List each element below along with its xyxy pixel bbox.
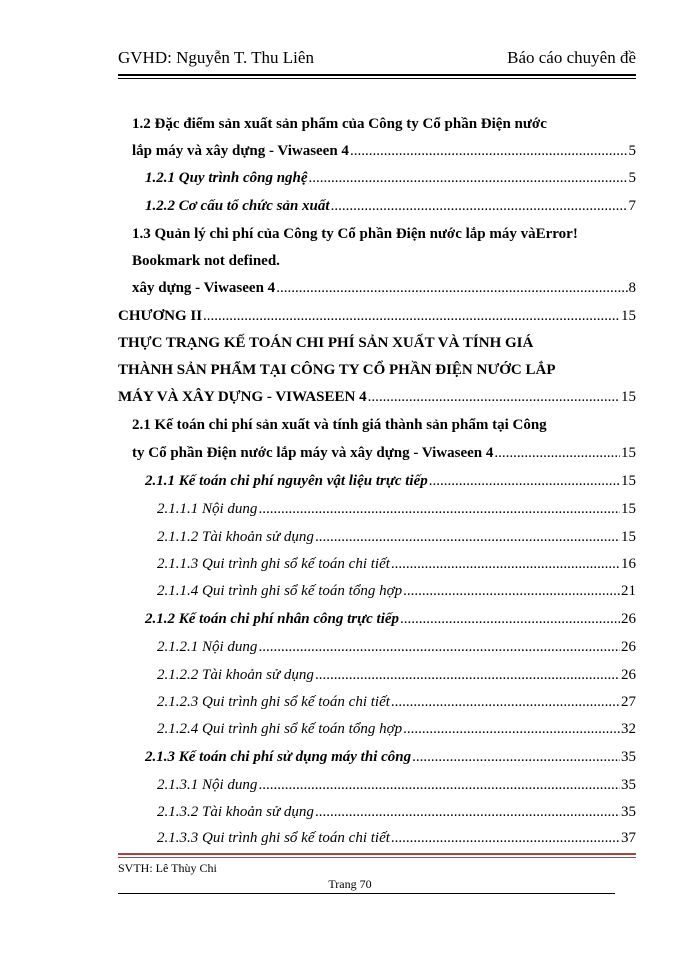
toc-entry[interactable] bbox=[157, 800, 636, 824]
toc-page-number: 27 bbox=[621, 694, 636, 710]
toc-leader bbox=[309, 166, 628, 190]
toc-page-number: 15 bbox=[621, 445, 636, 461]
toc-entry-title: ty Cổ phần Điện nước lắp máy và xây dựng - Viwaseen 4 bbox=[132, 445, 494, 461]
footer-bottom-rule bbox=[118, 893, 615, 894]
toc-leader bbox=[429, 469, 620, 493]
toc-entry[interactable] bbox=[157, 663, 636, 687]
toc-page-number: 15 bbox=[621, 308, 636, 324]
toc-entry-title: 1.2 Đặc điểm sản xuất sản phẩm của Công ty Cổ phần Điện nước bbox=[132, 116, 547, 132]
toc-leader bbox=[391, 826, 620, 850]
toc-entry-title: 2.1.1.2 Tài khoản sử dụng bbox=[157, 529, 314, 545]
toc-entry-title: 2.1.2.4 Qui trình ghi sổ kế toán tổng hợp bbox=[157, 721, 403, 737]
toc-page-number: 15 bbox=[621, 389, 636, 405]
toc-page-number: 35 bbox=[621, 749, 636, 765]
toc-entry[interactable] bbox=[157, 552, 636, 576]
toc-leader bbox=[315, 800, 620, 824]
toc-entry[interactable] bbox=[145, 166, 636, 190]
toc-page-number: 5 bbox=[628, 170, 636, 186]
toc-page-number: 37 bbox=[621, 830, 636, 846]
toc-leader bbox=[368, 385, 620, 409]
toc-entry[interactable] bbox=[132, 413, 636, 437]
footer-rule bbox=[118, 853, 636, 855]
toc-page-number: 15 bbox=[621, 529, 636, 545]
toc-entry-title: MÁY VÀ XÂY DỰNG - VIWASEEN 4 bbox=[118, 389, 367, 405]
toc-entry[interactable] bbox=[157, 826, 636, 850]
toc-leader bbox=[403, 717, 620, 741]
toc-entry[interactable] bbox=[145, 607, 636, 631]
toc-entry-title: Bookmark not defined. bbox=[132, 253, 280, 269]
toc-page-number: 7 bbox=[628, 198, 636, 214]
toc-page-number: 26 bbox=[621, 611, 636, 627]
toc-entry[interactable] bbox=[132, 112, 636, 136]
toc-leader bbox=[331, 194, 628, 218]
toc-page-number: 15 bbox=[621, 501, 636, 517]
toc-page-number: 35 bbox=[621, 777, 636, 793]
toc-leader bbox=[350, 139, 628, 163]
toc-entry-title: 2.1.1 Kế toán chi phí nguyên vật liệu trực tiếp bbox=[145, 473, 428, 489]
toc-leader bbox=[276, 276, 627, 300]
toc-entry[interactable] bbox=[157, 635, 636, 659]
toc-page-number: 26 bbox=[621, 667, 636, 683]
toc-leader bbox=[391, 690, 620, 714]
toc-entry[interactable] bbox=[132, 222, 636, 246]
toc-entry[interactable] bbox=[118, 331, 636, 355]
toc-entry-title: 1.2.1 Quy trình công nghệ bbox=[145, 170, 308, 186]
toc-entry[interactable] bbox=[145, 469, 636, 493]
toc-entry-title: 2.1.3 Kế toán chi phí sử dụng máy thi công bbox=[145, 749, 412, 765]
toc-entry[interactable] bbox=[132, 441, 636, 465]
toc-entry-title: 2.1.1.3 Qui trình ghi sổ kế toán chi tiết bbox=[157, 556, 390, 572]
toc-entry[interactable] bbox=[118, 358, 636, 382]
toc-entry[interactable] bbox=[157, 525, 636, 549]
toc-page-number: 5 bbox=[628, 143, 636, 159]
toc-entry[interactable] bbox=[132, 249, 636, 273]
toc-leader bbox=[203, 304, 620, 328]
toc-page-number: 16 bbox=[621, 556, 636, 572]
toc-entry-title: lắp máy và xây dựng - Viwaseen 4 bbox=[132, 143, 349, 159]
footer-author: SVTH: Lê Thùy Chi bbox=[118, 861, 217, 875]
toc-leader bbox=[403, 579, 620, 603]
toc-entry-title: CHƯƠNG II bbox=[118, 308, 203, 324]
toc-entry[interactable] bbox=[145, 194, 636, 218]
toc-page-number: 15 bbox=[621, 473, 636, 489]
toc-entry[interactable] bbox=[132, 276, 636, 300]
toc-entry-title: 1.3 Quản lý chi phí của Công ty Cổ phần Điện nước lắp máy vàError! bbox=[132, 226, 578, 242]
toc-leader bbox=[315, 663, 620, 687]
toc-page-number: 8 bbox=[628, 280, 636, 296]
toc-entry-title: 2.1.2.1 Nội dung bbox=[157, 639, 258, 655]
toc-leader bbox=[494, 441, 620, 465]
toc-entry[interactable] bbox=[132, 139, 636, 163]
toc-entry-title: 2.1.1.4 Qui trình ghi sổ kế toán tổng hợp bbox=[157, 583, 403, 599]
toc-entry-title: xây dựng - Viwaseen 4 bbox=[132, 280, 276, 296]
toc-entry[interactable] bbox=[157, 690, 636, 714]
toc-page-number: 26 bbox=[621, 639, 636, 655]
toc-entry-title: 2.1 Kế toán chi phí sản xuất và tính giá thành sản phẩm tại Công bbox=[132, 417, 547, 433]
toc-leader bbox=[412, 745, 620, 769]
toc-entry-title: 2.1.3.1 Nội dung bbox=[157, 777, 258, 793]
toc-entry-title: 2.1.2.2 Tài khoản sử dụng bbox=[157, 667, 314, 683]
header-report-title: Báo cáo chuyên đề bbox=[507, 48, 636, 67]
toc-page-number: 35 bbox=[621, 804, 636, 820]
toc-entry[interactable] bbox=[118, 304, 636, 328]
toc-leader bbox=[258, 635, 620, 659]
toc-leader bbox=[400, 607, 620, 631]
toc-entry-title: 2.1.3.2 Tài khoản sử dụng bbox=[157, 804, 314, 820]
toc-page-number: 32 bbox=[621, 721, 636, 737]
toc-entry-title: THỰC TRẠNG KẾ TOÁN CHI PHÍ SẢN XUẤT VÀ TÍNH GIÁ bbox=[118, 335, 534, 351]
toc-entry[interactable] bbox=[157, 773, 636, 797]
toc-page-number: 21 bbox=[621, 583, 636, 599]
toc-entry-title: 2.1.2.3 Qui trình ghi sổ kế toán chi tiết bbox=[157, 694, 390, 710]
toc-entry-title: 2.1.3.3 Qui trình ghi sổ kế toán chi tiết bbox=[157, 830, 390, 846]
toc-entry-title: 1.2.2 Cơ cấu tổ chức sản xuất bbox=[145, 198, 330, 214]
toc-entry[interactable] bbox=[157, 717, 636, 741]
toc-entry[interactable] bbox=[157, 497, 636, 521]
toc-entry[interactable] bbox=[157, 579, 636, 603]
toc-entry-title: THÀNH SẢN PHẨM TẠI CÔNG TY CỔ PHẦN ĐIỆN NƯỚC LẮP bbox=[118, 362, 556, 378]
toc-leader bbox=[258, 773, 620, 797]
toc-entry-title: 2.1.1.1 Nội dung bbox=[157, 501, 258, 517]
footer-page-number: Trang 70 bbox=[328, 877, 372, 891]
footer-rule-thin bbox=[118, 857, 636, 858]
toc-leader bbox=[258, 497, 620, 521]
toc-leader bbox=[391, 552, 620, 576]
header-supervisor: GVHD: Nguyễn T. Thu Liên bbox=[118, 48, 314, 67]
toc-entry[interactable] bbox=[145, 745, 636, 769]
toc-entry[interactable] bbox=[118, 385, 636, 409]
toc-leader bbox=[315, 525, 620, 549]
toc-entry-title: 2.1.2 Kế toán chi phí nhân công trực tiếp bbox=[145, 611, 400, 627]
